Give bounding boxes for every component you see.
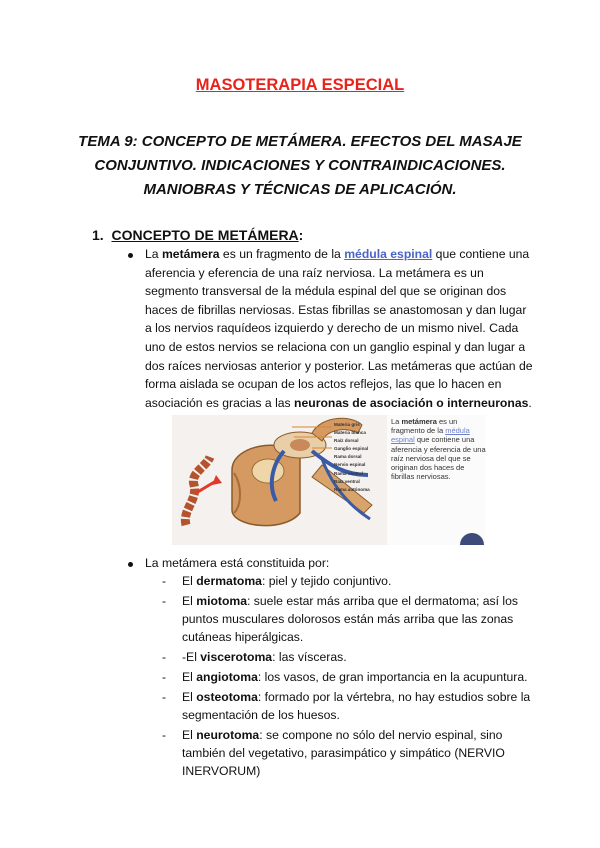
item-term: dermatoma <box>196 574 262 588</box>
dash-icon: - <box>162 728 167 742</box>
item-prefix: El <box>182 574 197 588</box>
item-prefix: El <box>182 690 197 704</box>
metamera-definition-paragraph <box>145 245 535 412</box>
item-text: : las vísceras. <box>272 650 347 664</box>
list-item <box>160 726 540 780</box>
item-term: neurotoma <box>196 728 260 742</box>
figure-label: Materia blanca <box>334 430 366 436</box>
caption-link: médula espinal <box>391 426 470 445</box>
figure-label: Rama ventral <box>334 470 363 476</box>
dash-icon: - <box>162 594 167 608</box>
item-text: : formado por la vértebra, no hay estudios sobre la segmentación de los huesos. <box>182 690 531 722</box>
bullet-icon <box>128 253 133 258</box>
dash-icon: - <box>162 690 167 704</box>
caption-run: La <box>391 417 402 426</box>
subtitle-line: TEMA 9: CONCEPTO DE METÁMERA. EFECTOS DEL MASAJE <box>78 133 522 150</box>
item-term: osteotoma <box>196 690 258 704</box>
text-run: . <box>528 395 532 410</box>
item-term: viscerotoma <box>200 650 273 664</box>
constitution-intro: La metámera está constituida por: <box>145 556 330 570</box>
metamera-components-list <box>160 572 540 782</box>
item-prefix: -El <box>182 650 201 664</box>
term-metamera: metámera <box>161 247 220 261</box>
figure-label: Materia gris <box>334 422 360 427</box>
term-interneuronas: neuronas de asociación o interneuronas <box>294 395 529 410</box>
document-title: MASOTERAPIA ESPECIAL <box>195 76 405 94</box>
list-item <box>160 648 540 666</box>
item-text: : piel y tejido conjuntivo. <box>261 574 392 588</box>
item-term: angiotoma <box>196 670 258 684</box>
figure-label: Rama dorsal <box>334 454 362 460</box>
list-item <box>160 572 540 590</box>
caption-run: que contiene una aferencia y eferencia de una raíz nerviosa del que se originan dos haces de fibrillas nerviosas. <box>391 435 486 482</box>
figure-labels <box>334 421 370 494</box>
subtitle-line: MANIOBRAS Y TÉCNICAS DE APLICACIÓN. <box>143 181 457 198</box>
list-item <box>160 668 540 686</box>
section-heading <box>92 227 303 243</box>
item-term: miotoma <box>196 594 248 608</box>
text-run: que contiene una aferencia y eferencia de una raíz nerviosa. La metámera es un segmento transversal de la médula espinal del que se originan dos haces de fibrillas nerviosas. Estas fibrillas se anastomosan y dan lugar a los nervios raquídeos izquierdo y derecho de un mismo nivel. Cada uno de estos nervios se relaciona con un ganglio espinal y dan lugar a dos raíces nerviosas anterior y posterior. Las metámeras que actúan de forma aislada se ocupan de los actos reflejos, las que lo hacen en asociación es gracias a las <box>145 247 533 410</box>
caption-term: metámera <box>401 417 437 426</box>
text-run: es un fragmento de la <box>219 247 345 261</box>
figure-caption <box>391 417 486 481</box>
figure-label: Rama autónoma <box>334 486 370 492</box>
list-item <box>160 688 540 724</box>
item-text: : se compone no sólo del nervio espinal, sino también del vegetativo, parasimpático y simpático (NERVIO INERVORUM) <box>182 728 505 778</box>
bullet-icon <box>128 562 133 567</box>
dash-icon: - <box>162 574 167 588</box>
caption-run: es un fragmento de la <box>391 417 458 436</box>
item-prefix: El <box>182 670 197 684</box>
topic-subtitle <box>70 130 530 202</box>
item-text: : los vasos, de gran importancia en la acupuntura. <box>257 670 528 684</box>
metamera-figure <box>172 415 485 545</box>
section-heading-colon: : <box>298 227 304 243</box>
figure-label: Nervio espinal <box>334 462 366 468</box>
figure-label: Raíz dorsal <box>334 438 359 444</box>
item-prefix: El <box>182 594 197 608</box>
subtitle-line: CONJUNTIVO. INDICACIONES Y CONTRAINDICACIONES. <box>94 157 506 174</box>
figure-label: Ganglio espinal <box>334 446 369 452</box>
item-prefix: El <box>182 728 197 742</box>
list-item <box>160 592 540 646</box>
text-run: La <box>145 247 162 261</box>
medula-espinal-link[interactable]: médula espinal <box>344 247 433 261</box>
section-heading-text: CONCEPTO DE METÁMERA <box>111 227 299 243</box>
dash-icon: - <box>162 650 167 664</box>
figure-label: Raíz ventral <box>334 478 360 484</box>
dash-icon: - <box>162 670 167 684</box>
item-text: : suele estar más arriba que el dermatoma; así los puntos musculares dolorosos están más arriba que las zonas cutáneas hiperálgicas. <box>182 594 518 644</box>
section-number: 1. <box>92 227 104 243</box>
